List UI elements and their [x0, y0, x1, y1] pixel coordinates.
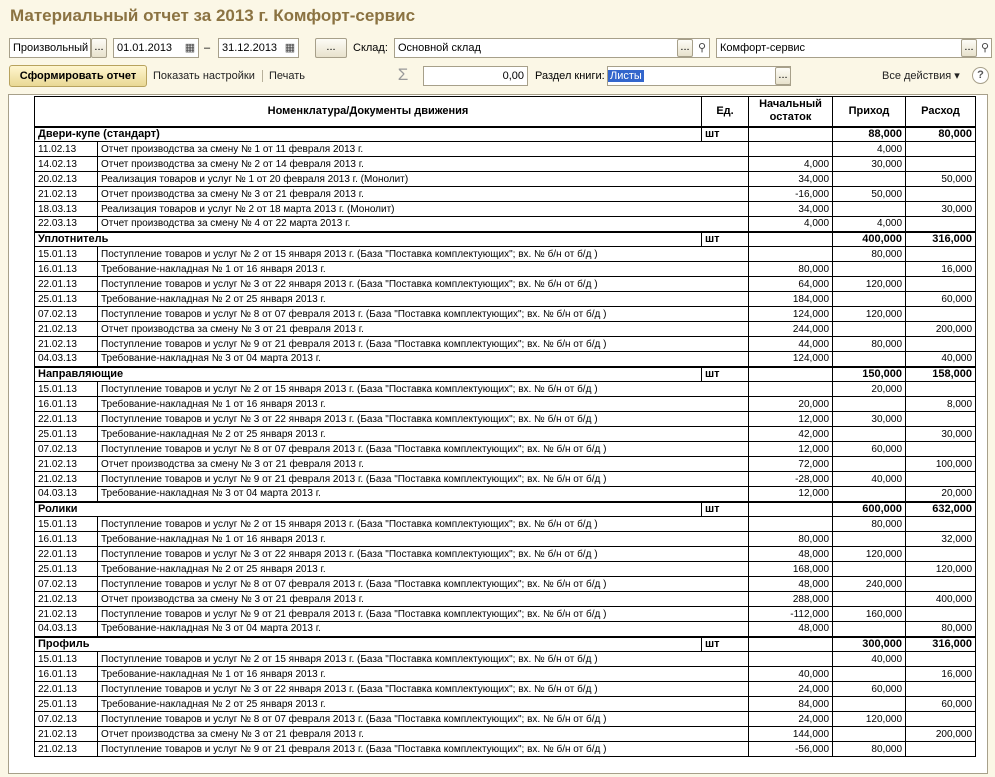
row-income: 80,000 — [833, 337, 906, 352]
row-income: 50,000 — [833, 187, 906, 202]
row-expense — [906, 142, 976, 157]
row-document: Поступление товаров и услуг № 3 от 22 января 2013 г. (База "Поставка комплектующих"; вх. № б/н от б/д ) — [98, 412, 749, 427]
row-date: 15.01.13 — [35, 382, 98, 397]
row-income: 40,000 — [833, 472, 906, 487]
sum-field: 0,00 — [423, 66, 528, 86]
group-expense: 158,000 — [906, 367, 976, 382]
table-row[interactable] — [35, 337, 976, 352]
table-row[interactable] — [35, 247, 976, 262]
organization-select-button[interactable]: ... — [961, 39, 977, 57]
group-row[interactable] — [35, 232, 976, 247]
table-row[interactable] — [35, 682, 976, 697]
row-opening — [749, 382, 833, 397]
row-date: 16.01.13 — [35, 667, 98, 682]
group-expense: 632,000 — [906, 502, 976, 517]
table-row[interactable] — [35, 472, 976, 487]
row-opening: -112,000 — [749, 607, 833, 622]
row-expense — [906, 517, 976, 532]
print-button[interactable]: Печать — [269, 70, 306, 82]
row-document: Требование-накладная № 3 от 04 марта 2013 г. — [98, 622, 749, 637]
table-row[interactable] — [35, 262, 976, 277]
row-income: 120,000 — [833, 547, 906, 562]
dropdown-arrow-icon: ▾ — [954, 70, 960, 82]
row-opening: 48,000 — [749, 622, 833, 637]
group-expense: 80,000 — [906, 127, 976, 142]
group-income: 600,000 — [833, 502, 906, 517]
row-date: 21.02.13 — [35, 472, 98, 487]
group-unit: шт — [702, 502, 749, 517]
row-income — [833, 172, 906, 187]
row-opening: 12,000 — [749, 442, 833, 457]
period-select-button[interactable]: ... — [91, 38, 107, 58]
row-opening: 124,000 — [749, 352, 833, 367]
row-date: 22.01.13 — [35, 682, 98, 697]
period-type-field[interactable]: Произвольный — [9, 38, 91, 58]
row-document: Требование-накладная № 1 от 16 января 2013 г. — [98, 262, 749, 277]
table-row[interactable] — [35, 697, 976, 712]
row-income — [833, 622, 906, 637]
table-row[interactable] — [35, 427, 976, 442]
row-expense: 60,000 — [906, 292, 976, 307]
period-dots-button[interactable]: ... — [315, 38, 347, 58]
row-opening: 12,000 — [749, 412, 833, 427]
command-bar — [0, 64, 995, 88]
row-document: Поступление товаров и услуг № 2 от 15 января 2013 г. (База "Поставка комплектующих"; вх. № б/н от б/д ) — [98, 517, 749, 532]
table-row[interactable] — [35, 292, 976, 307]
table-row[interactable] — [35, 712, 976, 727]
row-document: Поступление товаров и услуг № 9 от 21 февраля 2013 г. (База "Поставка комплектующих"; вх. № б/н от б/д ) — [98, 472, 749, 487]
row-expense: 50,000 — [906, 172, 976, 187]
row-expense — [906, 652, 976, 667]
row-income: 120,000 — [833, 307, 906, 322]
group-unit: шт — [702, 127, 749, 142]
row-opening: 34,000 — [749, 202, 833, 217]
group-unit: шт — [702, 637, 749, 652]
row-expense — [906, 337, 976, 352]
row-opening: 12,000 — [749, 487, 833, 502]
table-row[interactable] — [35, 622, 976, 637]
row-opening: -16,000 — [749, 187, 833, 202]
row-document: Отчет производства за смену № 3 от 21 февраля 2013 г. — [98, 727, 749, 742]
row-income — [833, 697, 906, 712]
row-expense — [906, 472, 976, 487]
row-opening: 64,000 — [749, 277, 833, 292]
row-opening: 4,000 — [749, 157, 833, 172]
table-row[interactable] — [35, 742, 976, 757]
row-date: 16.01.13 — [35, 397, 98, 412]
row-document: Поступление товаров и услуг № 2 от 15 января 2013 г. (База "Поставка комплектующих"; вх. № б/н от б/д ) — [98, 247, 749, 262]
row-expense: 400,000 — [906, 592, 976, 607]
table-row[interactable] — [35, 322, 976, 337]
group-row[interactable] — [35, 637, 976, 652]
row-document: Требование-накладная № 3 от 04 марта 2013 г. — [98, 352, 749, 367]
group-row[interactable] — [35, 367, 976, 382]
row-income: 30,000 — [833, 157, 906, 172]
row-expense: 120,000 — [906, 562, 976, 577]
row-opening: 34,000 — [749, 172, 833, 187]
row-income — [833, 667, 906, 682]
row-income: 20,000 — [833, 382, 906, 397]
row-opening: 20,000 — [749, 397, 833, 412]
table-row[interactable] — [35, 187, 976, 202]
row-document: Поступление товаров и услуг № 8 от 07 февраля 2013 г. (База "Поставка комплектующих"; вх. № б/н от б/д ) — [98, 577, 749, 592]
row-expense: 8,000 — [906, 397, 976, 412]
row-opening: 184,000 — [749, 292, 833, 307]
row-expense: 60,000 — [906, 697, 976, 712]
row-date: 18.03.13 — [35, 202, 98, 217]
row-expense: 32,000 — [906, 532, 976, 547]
generate-report-button[interactable]: Сформировать отчет — [9, 65, 147, 87]
sum-icon[interactable]: Σ — [397, 65, 409, 84]
search-icon[interactable]: ⚲ — [980, 42, 990, 54]
row-document: Отчет производства за смену № 3 от 21 февраля 2013 г. — [98, 457, 749, 472]
row-expense: 80,000 — [906, 622, 976, 637]
group-unit: шт — [702, 367, 749, 382]
book-section-select-button[interactable]: ... — [775, 67, 791, 85]
row-date: 21.02.13 — [35, 592, 98, 607]
row-date: 15.01.13 — [35, 517, 98, 532]
header-nomenclature: Номенклатура/Документы движения — [35, 97, 702, 127]
date-dash: – — [204, 42, 211, 54]
table-row[interactable] — [35, 562, 976, 577]
row-expense: 200,000 — [906, 322, 976, 337]
row-document: Поступление товаров и услуг № 3 от 22 января 2013 г. (База "Поставка комплектующих"; вх. № б/н от б/д ) — [98, 547, 749, 562]
row-income: 240,000 — [833, 577, 906, 592]
table-row[interactable] — [35, 532, 976, 547]
row-date: 07.02.13 — [35, 577, 98, 592]
window-title: Материальный отчет за 2013 г. Комфорт-сервис — [10, 6, 416, 25]
row-document: Отчет производства за смену № 3 от 21 февраля 2013 г. — [98, 187, 749, 202]
table-row[interactable] — [35, 517, 976, 532]
group-name: Уплотнитель — [35, 232, 702, 247]
table-row[interactable] — [35, 442, 976, 457]
table-row[interactable] — [35, 382, 976, 397]
row-date: 07.02.13 — [35, 442, 98, 457]
row-date: 21.02.13 — [35, 727, 98, 742]
group-row[interactable] — [35, 502, 976, 517]
group-unit: шт — [702, 232, 749, 247]
table-row[interactable] — [35, 667, 976, 682]
row-date: 25.01.13 — [35, 292, 98, 307]
row-document: Отчет производства за смену № 3 от 21 февраля 2013 г. — [98, 592, 749, 607]
row-expense: 30,000 — [906, 427, 976, 442]
row-document: Требование-накладная № 2 от 25 января 2013 г. — [98, 697, 749, 712]
row-document: Поступление товаров и услуг № 8 от 07 февраля 2013 г. (База "Поставка комплектующих"; вх. № б/н от б/д ) — [98, 442, 749, 457]
group-opening — [749, 502, 833, 517]
row-expense: 100,000 — [906, 457, 976, 472]
row-opening: 24,000 — [749, 712, 833, 727]
row-document: Поступление товаров и услуг № 9 от 21 февраля 2013 г. (База "Поставка комплектующих"; вх. № б/н от б/д ) — [98, 607, 749, 622]
row-date: 22.01.13 — [35, 412, 98, 427]
row-income: 80,000 — [833, 247, 906, 262]
row-opening: 48,000 — [749, 547, 833, 562]
group-name: Направляющие — [35, 367, 702, 382]
row-income — [833, 292, 906, 307]
table-row[interactable] — [35, 592, 976, 607]
row-document: Поступление товаров и услуг № 2 от 15 января 2013 г. (База "Поставка комплектующих"; вх. № б/н от б/д ) — [98, 652, 749, 667]
row-opening: -56,000 — [749, 742, 833, 757]
row-income — [833, 397, 906, 412]
row-date: 25.01.13 — [35, 427, 98, 442]
row-date: 15.01.13 — [35, 247, 98, 262]
row-income: 30,000 — [833, 412, 906, 427]
row-opening: 48,000 — [749, 577, 833, 592]
row-document: Требование-накладная № 1 от 16 января 2013 г. — [98, 397, 749, 412]
row-expense — [906, 187, 976, 202]
warehouse-label: Склад: — [353, 42, 388, 54]
group-name: Ролики — [35, 502, 702, 517]
row-expense — [906, 442, 976, 457]
book-section-label: Раздел книги: — [535, 70, 605, 82]
row-document: Отчет производства за смену № 2 от 14 февраля 2013 г. — [98, 157, 749, 172]
row-opening: 42,000 — [749, 427, 833, 442]
table-row[interactable] — [35, 142, 976, 157]
row-income — [833, 457, 906, 472]
table-row[interactable] — [35, 457, 976, 472]
row-income: 60,000 — [833, 682, 906, 697]
row-document: Реализация товаров и услуг № 2 от 18 марта 2013 г. (Монолит) — [98, 202, 749, 217]
table-row[interactable] — [35, 547, 976, 562]
row-expense — [906, 547, 976, 562]
row-date: 21.02.13 — [35, 742, 98, 757]
table-row[interactable] — [35, 277, 976, 292]
book-section-field[interactable] — [607, 66, 791, 86]
row-income — [833, 562, 906, 577]
header-income: Приход — [833, 97, 906, 127]
row-opening: 144,000 — [749, 727, 833, 742]
group-expense: 316,000 — [906, 637, 976, 652]
row-expense: 200,000 — [906, 727, 976, 742]
header-unit: Ед. — [702, 97, 749, 127]
row-opening: -28,000 — [749, 472, 833, 487]
row-expense — [906, 607, 976, 622]
row-document: Требование-накладная № 3 от 04 марта 2013 г. — [98, 487, 749, 502]
row-opening: 288,000 — [749, 592, 833, 607]
row-date: 22.03.13 — [35, 217, 98, 232]
table-row[interactable] — [35, 487, 976, 502]
row-income — [833, 727, 906, 742]
row-date: 16.01.13 — [35, 262, 98, 277]
table-row[interactable] — [35, 727, 976, 742]
row-document: Поступление товаров и услуг № 8 от 07 февраля 2013 г. (База "Поставка комплектующих"; вх. № б/н от б/д ) — [98, 307, 749, 322]
row-income: 60,000 — [833, 442, 906, 457]
date-to-field[interactable]: 31.12.2013 — [218, 38, 299, 58]
row-date: 25.01.13 — [35, 697, 98, 712]
row-expense — [906, 217, 976, 232]
warehouse-field[interactable]: Основной склад — [394, 38, 710, 58]
help-button[interactable]: ? — [972, 67, 989, 84]
row-opening — [749, 652, 833, 667]
row-document: Отчет производства за смену № 1 от 11 февраля 2013 г. — [98, 142, 749, 157]
row-opening: 72,000 — [749, 457, 833, 472]
row-date: 22.01.13 — [35, 277, 98, 292]
group-name: Профиль — [35, 637, 702, 652]
group-income: 88,000 — [833, 127, 906, 142]
row-opening — [749, 517, 833, 532]
row-document: Реализация товаров и услуг № 1 от 20 февраля 2013 г. (Монолит) — [98, 172, 749, 187]
row-date: 04.03.13 — [35, 487, 98, 502]
row-document: Отчет производства за смену № 4 от 22 марта 2013 г. — [98, 217, 749, 232]
group-expense: 316,000 — [906, 232, 976, 247]
row-income: 80,000 — [833, 742, 906, 757]
row-income — [833, 262, 906, 277]
table-row[interactable] — [35, 412, 976, 427]
row-expense — [906, 247, 976, 262]
row-document: Отчет производства за смену № 3 от 21 февраля 2013 г. — [98, 322, 749, 337]
row-expense — [906, 742, 976, 757]
group-income: 400,000 — [833, 232, 906, 247]
row-income: 120,000 — [833, 712, 906, 727]
row-expense — [906, 412, 976, 427]
row-income — [833, 322, 906, 337]
row-document: Требование-накладная № 2 от 25 января 2013 г. — [98, 427, 749, 442]
book-section-value: Листы — [610, 70, 642, 82]
row-date: 07.02.13 — [35, 712, 98, 727]
header-expense: Расход — [906, 97, 976, 127]
row-date: 20.02.13 — [35, 172, 98, 187]
row-expense: 16,000 — [906, 667, 976, 682]
row-income: 160,000 — [833, 607, 906, 622]
row-date: 22.01.13 — [35, 547, 98, 562]
row-document: Поступление товаров и услуг № 8 от 07 февраля 2013 г. (База "Поставка комплектующих"; вх. № б/н от б/д ) — [98, 712, 749, 727]
row-opening — [749, 142, 833, 157]
row-date: 21.02.13 — [35, 322, 98, 337]
table-row[interactable] — [35, 157, 976, 172]
all-actions-label: Все действия — [882, 70, 952, 82]
row-expense — [906, 577, 976, 592]
table-row[interactable] — [35, 352, 976, 367]
row-income: 120,000 — [833, 277, 906, 292]
table-row[interactable] — [35, 607, 976, 622]
row-income — [833, 352, 906, 367]
row-document: Поступление товаров и услуг № 3 от 22 января 2013 г. (База "Поставка комплектующих"; вх. № б/н от б/д ) — [98, 277, 749, 292]
row-document: Поступление товаров и услуг № 9 от 21 февраля 2013 г. (База "Поставка комплектующих"; вх. № б/н от б/д ) — [98, 742, 749, 757]
group-opening — [749, 127, 833, 142]
row-document: Поступление товаров и услуг № 9 от 21 февраля 2013 г. (База "Поставка комплектующих"; вх. № б/н от б/д ) — [98, 337, 749, 352]
group-opening — [749, 232, 833, 247]
row-expense — [906, 307, 976, 322]
row-opening — [749, 247, 833, 262]
row-date: 15.01.13 — [35, 652, 98, 667]
row-date: 16.01.13 — [35, 532, 98, 547]
row-date: 04.03.13 — [35, 352, 98, 367]
row-income — [833, 202, 906, 217]
row-opening: 40,000 — [749, 667, 833, 682]
row-income — [833, 487, 906, 502]
row-income — [833, 532, 906, 547]
all-actions-menu[interactable] — [882, 65, 960, 87]
row-expense: 16,000 — [906, 262, 976, 277]
group-opening — [749, 367, 833, 382]
row-expense — [906, 712, 976, 727]
toolbar-separator — [262, 70, 263, 82]
row-document: Требование-накладная № 1 от 16 января 2013 г. — [98, 532, 749, 547]
row-expense: 20,000 — [906, 487, 976, 502]
group-opening — [749, 637, 833, 652]
table-row[interactable] — [35, 577, 976, 592]
row-opening: 124,000 — [749, 307, 833, 322]
row-opening: 44,000 — [749, 337, 833, 352]
table-row[interactable] — [35, 397, 976, 412]
row-income: 40,000 — [833, 652, 906, 667]
row-date: 07.02.13 — [35, 307, 98, 322]
row-date: 21.02.13 — [35, 187, 98, 202]
table-header-row — [35, 97, 976, 127]
row-opening: 80,000 — [749, 532, 833, 547]
table-row[interactable] — [35, 172, 976, 187]
row-date: 04.03.13 — [35, 622, 98, 637]
row-opening: 4,000 — [749, 217, 833, 232]
row-opening: 244,000 — [749, 322, 833, 337]
row-opening: 168,000 — [749, 562, 833, 577]
row-date: 21.02.13 — [35, 457, 98, 472]
row-date: 25.01.13 — [35, 562, 98, 577]
table-row[interactable] — [35, 307, 976, 322]
row-expense — [906, 682, 976, 697]
row-opening: 84,000 — [749, 697, 833, 712]
row-date: 14.02.13 — [35, 157, 98, 172]
row-expense — [906, 382, 976, 397]
row-date: 21.02.13 — [35, 607, 98, 622]
row-income — [833, 427, 906, 442]
row-document: Поступление товаров и услуг № 3 от 22 января 2013 г. (База "Поставка комплектующих"; вх. № б/н от б/д ) — [98, 682, 749, 697]
warehouse-select-button[interactable]: ... — [677, 39, 693, 57]
table-row[interactable] — [35, 217, 976, 232]
group-income: 150,000 — [833, 367, 906, 382]
header-opening: Начальный остаток — [749, 97, 833, 127]
row-expense: 40,000 — [906, 352, 976, 367]
row-date: 11.02.13 — [35, 142, 98, 157]
row-opening: 80,000 — [749, 262, 833, 277]
row-income — [833, 592, 906, 607]
row-income: 4,000 — [833, 217, 906, 232]
search-icon[interactable]: ⚲ — [697, 42, 707, 54]
row-document: Требование-накладная № 1 от 16 января 2013 г. — [98, 667, 749, 682]
group-name: Двери-купе (стандарт) — [35, 127, 702, 142]
material-report-table — [34, 96, 976, 757]
row-document: Требование-накладная № 2 от 25 января 2013 г. — [98, 292, 749, 307]
organization-field[interactable]: Комфорт-сервис — [716, 38, 992, 58]
calendar-icon[interactable]: ▦ — [284, 42, 296, 54]
table-row[interactable] — [35, 202, 976, 217]
row-expense: 30,000 — [906, 202, 976, 217]
report-spreadsheet[interactable] — [8, 94, 988, 774]
row-income: 4,000 — [833, 142, 906, 157]
show-settings-button[interactable]: Показать настройки — [153, 70, 255, 82]
date-from-field[interactable]: 01.01.2013 — [113, 38, 199, 58]
row-date: 21.02.13 — [35, 337, 98, 352]
row-income: 80,000 — [833, 517, 906, 532]
row-expense — [906, 157, 976, 172]
group-income: 300,000 — [833, 637, 906, 652]
group-row[interactable] — [35, 127, 976, 142]
row-document: Требование-накладная № 2 от 25 января 2013 г. — [98, 562, 749, 577]
period-toolbar — [0, 36, 995, 62]
row-expense — [906, 277, 976, 292]
row-opening: 24,000 — [749, 682, 833, 697]
table-row[interactable] — [35, 652, 976, 667]
calendar-icon[interactable]: ▦ — [184, 42, 196, 54]
row-document: Поступление товаров и услуг № 2 от 15 января 2013 г. (База "Поставка комплектующих"; вх. № б/н от б/д ) — [98, 382, 749, 397]
